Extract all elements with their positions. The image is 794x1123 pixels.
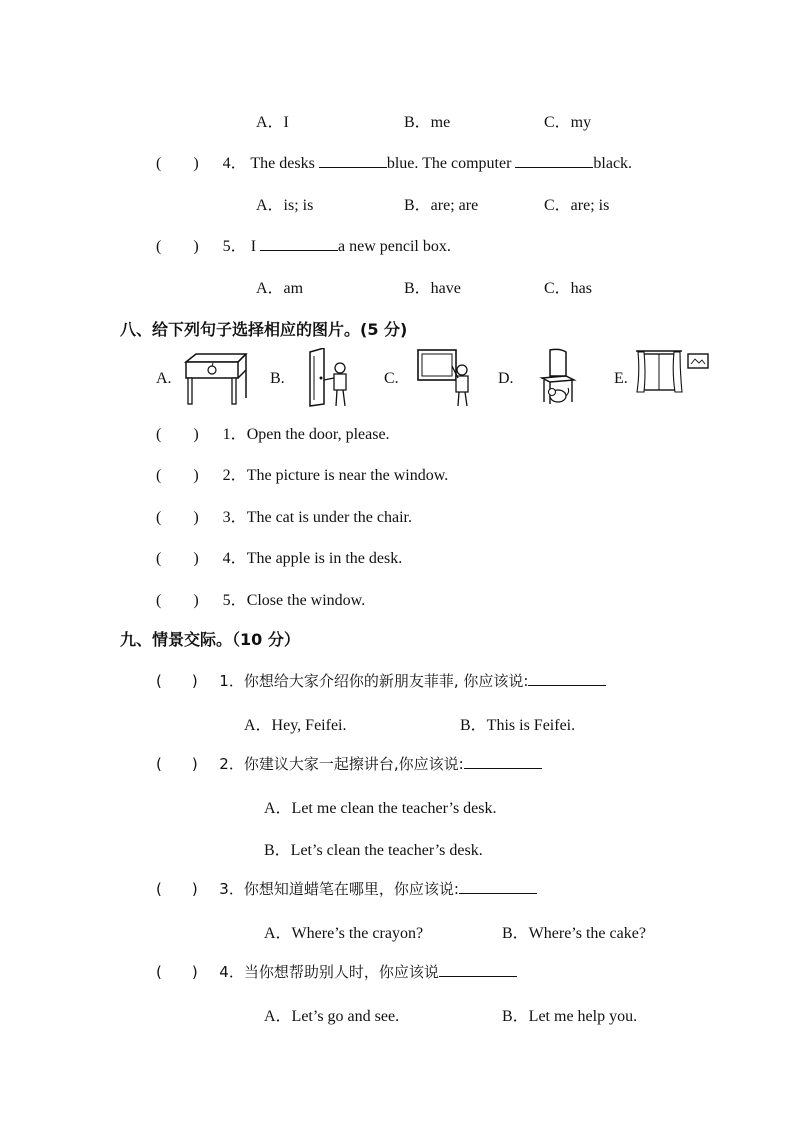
section-heading: 九、情景交际。（10 分） <box>120 630 300 649</box>
situation-question <box>156 753 542 774</box>
item-text: Open the door, please. <box>246 426 390 443</box>
option-a: A．Let’s go and see. <box>264 1008 400 1025</box>
option-b: B．are; are <box>404 197 479 214</box>
answer-blank[interactable] <box>464 754 542 769</box>
answer-bracket[interactable]: ( ) <box>156 880 198 898</box>
question-number: 4． <box>219 963 244 981</box>
answer-bracket[interactable]: ( ) <box>156 509 199 526</box>
option-b: B．Let me help you. <box>502 1008 638 1025</box>
question-row <box>156 150 632 173</box>
question-text: The desks <box>250 155 319 172</box>
answer-blank[interactable] <box>319 153 387 168</box>
question-text: 当你想帮助别人时，你应该说 <box>243 963 439 981</box>
answer-bracket[interactable]: ( ) <box>156 755 198 773</box>
answer-bracket[interactable]: ( ) <box>156 963 198 981</box>
boy-closing-window-icon <box>416 348 476 408</box>
picture-label-c: C. <box>384 370 399 387</box>
option-b: B．This is Feifei. <box>460 717 576 734</box>
option-a: A．Where’s the crayon? <box>264 925 424 942</box>
answer-blank[interactable] <box>260 236 338 251</box>
situation-question <box>156 878 537 899</box>
answer-blank[interactable] <box>515 153 593 168</box>
item-number: 1． <box>222 426 247 443</box>
option-b: B．Where’s the cake? <box>502 925 646 942</box>
option-b: B．have <box>404 280 461 297</box>
question-text: I <box>250 238 261 255</box>
answer-bracket[interactable]: ( ) <box>156 550 199 567</box>
answer-blank[interactable] <box>439 962 517 977</box>
question-text: black. <box>593 155 633 172</box>
question-number: 5． <box>222 238 247 255</box>
question-number: 4． <box>222 155 247 172</box>
item-text: The cat is under the chair. <box>246 509 412 526</box>
item-number: 5． <box>222 592 247 609</box>
option-a: A．I <box>256 114 289 131</box>
situation-question <box>156 670 606 691</box>
matching-item <box>156 462 448 485</box>
answer-blank[interactable] <box>528 671 606 686</box>
answer-bracket[interactable]: ( ) <box>156 592 199 609</box>
picture-label-b: B. <box>270 370 285 387</box>
section-heading: 八、给下列句子选择相应的图片。(5 分) <box>120 320 408 339</box>
question-number: 1． <box>219 672 244 690</box>
answer-bracket[interactable]: ( ) <box>156 672 198 690</box>
picture-label-e: E. <box>614 370 628 387</box>
desk-with-apple-icon <box>182 352 250 406</box>
question-text: 你想知道蜡笔在哪里，你应该说: <box>243 880 459 898</box>
item-number: 4． <box>222 550 247 567</box>
answer-bracket[interactable]: ( ) <box>156 467 199 484</box>
question-text: blue. The computer <box>386 155 516 172</box>
answer-bracket[interactable]: ( ) <box>156 238 199 255</box>
option-c: C．has <box>544 280 593 297</box>
window-with-picture-icon <box>634 348 712 396</box>
question-text: 你想给大家介绍你的新朋友菲菲, 你应该说: <box>243 672 529 690</box>
situation-question <box>156 961 517 982</box>
answer-bracket[interactable]: ( ) <box>156 426 199 443</box>
option-c: C．my <box>544 114 592 131</box>
matching-item <box>156 421 390 444</box>
item-text: The picture is near the window. <box>246 467 449 484</box>
question-number: 3． <box>219 880 244 898</box>
picture-label-d: D. <box>498 370 514 387</box>
answer-bracket[interactable]: ( ) <box>156 155 199 172</box>
matching-item <box>156 545 402 568</box>
option-a: A．Let me clean the teacher’s desk. <box>264 800 497 817</box>
option-a: A．Hey, Feifei. <box>244 717 347 734</box>
option-b: B．Let’s clean the teacher’s desk. <box>264 842 483 859</box>
item-text: The apple is in the desk. <box>246 550 403 567</box>
picture-label-a: A. <box>156 370 172 387</box>
item-text: Close the window. <box>246 592 366 609</box>
question-text: 你建议大家一起擦讲台,你应该说: <box>243 755 464 773</box>
option-b: B．me <box>404 114 451 131</box>
item-number: 3． <box>222 509 247 526</box>
question-number: 2． <box>219 755 244 773</box>
option-a: A．is; is <box>256 197 314 214</box>
option-c: C．are; is <box>544 197 610 214</box>
matching-item <box>156 504 412 527</box>
question-row <box>156 233 451 256</box>
cat-under-chair-icon <box>536 348 582 406</box>
question-text: a new pencil box. <box>338 238 451 255</box>
answer-blank[interactable] <box>459 879 537 894</box>
boy-opening-door-icon <box>306 348 352 408</box>
item-number: 2． <box>222 467 247 484</box>
matching-item <box>156 587 365 610</box>
option-a: A．am <box>256 280 304 297</box>
